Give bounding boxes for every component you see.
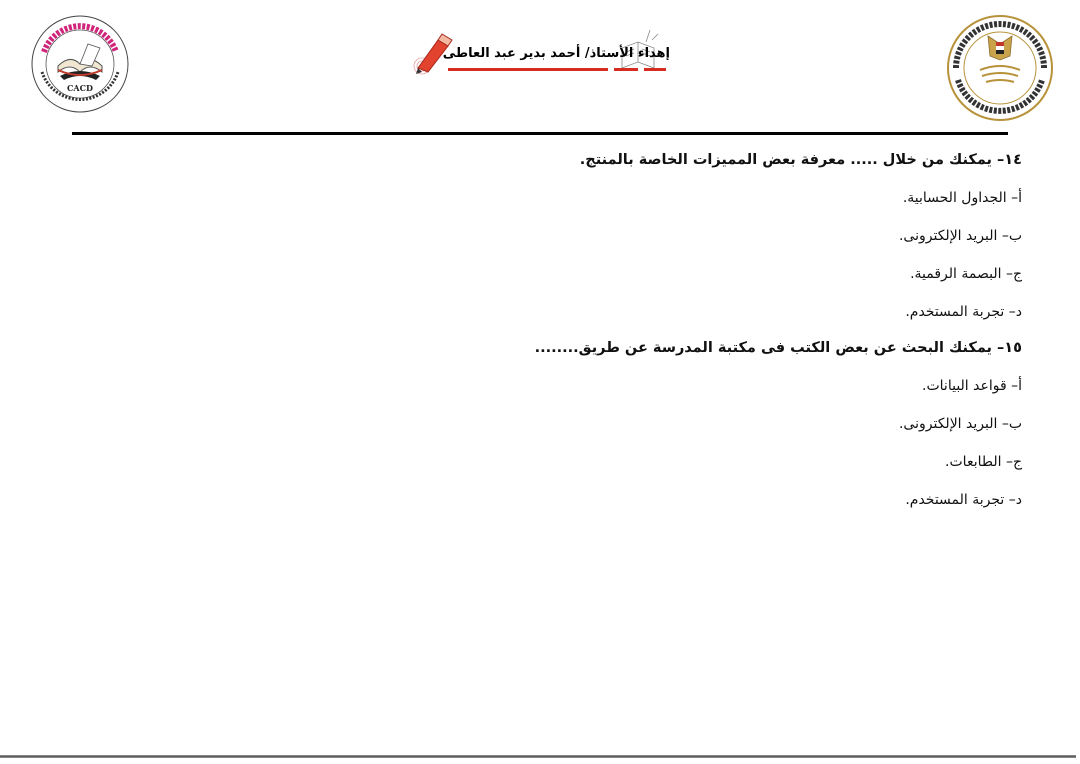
question-15-option-a: أ– قواعد البيانات. [922, 378, 1022, 394]
question-14: ١٤– يمكنك من خلال ..... معرفة بعض المميزات الخاصة بالمنتج. [579, 152, 1022, 168]
svg-text:CACD: CACD [67, 83, 93, 93]
dedication-underline-dash [614, 68, 638, 71]
question-15-option-b: ب– البريد الإلكترونى. [898, 416, 1022, 432]
cacd-logo-icon [30, 14, 130, 114]
question-14-option-c: ج– البصمة الرقمية. [910, 266, 1022, 282]
question-15-option-c: ج– الطابعات. [945, 454, 1022, 470]
worksheet-content [122, 146, 1022, 510]
question-14-option-a: أ– الجداول الحسابية. [902, 190, 1022, 206]
dedication-underline [448, 68, 608, 71]
ministry-eagle-logo-icon [944, 14, 1056, 122]
ministry-logo [944, 14, 1056, 122]
question-14-option-b: ب– البريد الإلكترونى. [898, 228, 1022, 244]
question-15-option-d: د– تجربة المستخدم. [905, 492, 1022, 508]
header-divider [72, 132, 1008, 135]
cacd-logo [30, 14, 130, 114]
question-14-option-d: د– تجربة المستخدم. [905, 304, 1022, 320]
dedication-underline-dash [644, 68, 666, 71]
footer-divider [0, 755, 1076, 758]
question-15: ١٥– يمكنك البحث عن بعض الكتب فى مكتبة المدرسة عن طريق........ [534, 340, 1022, 356]
dedication-text: إهداء الأستاذ/ أحمد بدير عبد العاطى [442, 46, 670, 61]
dedication-banner [408, 24, 670, 80]
